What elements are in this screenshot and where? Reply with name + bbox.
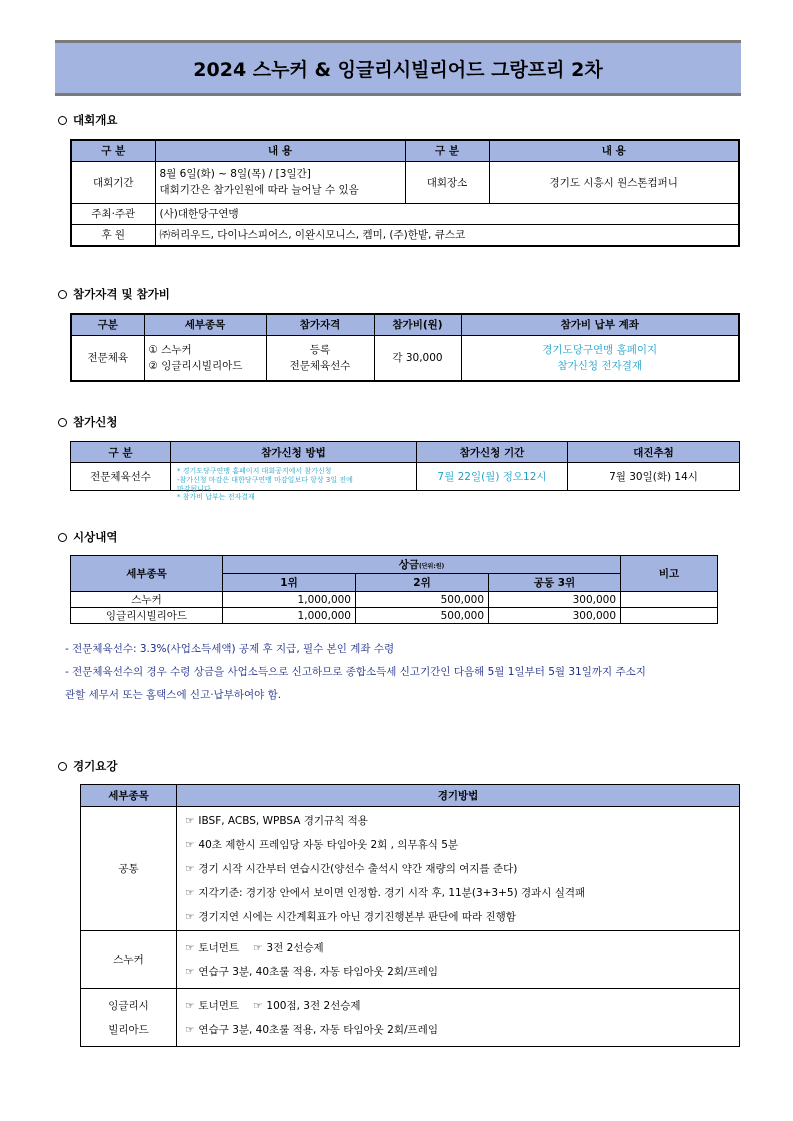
header-cell: 참가자격 [266,314,374,335]
header-cell: 구분 [71,314,144,335]
header-cell: 비고 [621,556,718,592]
rule-line [185,809,735,833]
rules-english-label [81,989,177,1047]
header-cell: 내 용 [155,140,405,161]
sponsor-label: 후 원 [71,224,155,246]
header-cell: 세부종목 [144,314,266,335]
rule-line [185,960,735,984]
rule-line [185,857,735,881]
rules-common-label: 공통 [81,807,177,931]
payment-link[interactable]: 경기도당구연맹 홈페이지 [542,343,658,356]
rules-snooker [177,931,740,989]
prize-notes [65,638,646,707]
note-line: 관할 세무서 또는 홈택스에 신고·납부하여야 함. [65,689,282,701]
pointing-hand-icon: ☞ [185,999,195,1012]
rule-text: 경기 시작 시간부터 연습시간(양선수 출석시 약간 재량의 여지를 준다) [198,862,518,875]
application-category: 전문체육선수 [71,463,171,491]
rule-line [185,905,735,929]
event-line: ② 잉글리시빌리아드 [148,359,243,372]
header-cell: 구 분 [71,140,155,161]
circle-bullet-icon [58,116,67,125]
header-cell: 참가신청 기간 [417,442,568,463]
pointing-hand-icon: ☞ [185,814,195,827]
section-heading-text: 경기요강 [73,759,118,773]
section-heading-text: 대회개요 [73,113,118,127]
header-cell: 대진추첨 [568,442,740,463]
pointing-hand-icon: ☞ [185,1023,195,1036]
eligibility-events [144,335,266,381]
period-value [155,161,405,203]
section-heading-text: 시상내역 [73,530,118,544]
application-table [70,441,740,502]
english-label-line: 잉글리시 [108,999,149,1012]
header-cell: 공동 3위 [489,574,621,592]
eligibility-category: 전문체육 [71,335,144,381]
table-row [71,592,718,608]
rule-text: 40초 제한시 프레임당 자동 타임아웃 2회 , 의무휴식 5분 [198,838,459,851]
host-value: (사)대한당구연맹 [155,203,739,224]
note-line: - 전문체육선수의 경우 수령 상금을 사업소득으로 신고하므로 종합소득세 신고기간인 다음해 5월 1일부터 5월 31일까지 주소지 [65,666,646,678]
payment-line: 참가신청 전자결재 [557,359,642,372]
page-title: 2024 스누커 & 잉글리시빌리어드 그랑프리 2차 [55,40,741,96]
table-row [71,608,718,624]
pointing-hand-icon: ☞ [185,886,195,899]
pointing-hand-icon: ☞ [185,910,195,923]
header-cell: 참가신청 방법 [171,442,417,463]
rules-common [177,807,740,931]
section-heading-eligibility [58,286,170,302]
prize-third: 300,000 [489,592,621,608]
header-prize-text: 상금 [398,559,419,571]
qual-line: 전문체육선수 [289,359,351,372]
header-cell: 구 분 [71,442,171,463]
prize-third: 300,000 [489,608,621,624]
prize-second: 500,000 [356,608,489,624]
section-heading-application [58,414,117,430]
rule-text: 경기지연 시에는 시간계획표가 아닌 경기진행본부 판단에 따라 진행함 [198,910,516,923]
application-method [171,463,417,502]
rule-text: 3전 2선승제 [266,941,324,954]
rule-line [185,833,735,857]
header-cell: 참가비(원) [374,314,461,335]
eligibility-table [70,313,740,382]
rule-text: 100점, 3전 2선승제 [266,999,361,1012]
prize-remark [621,592,718,608]
sponsor-value: ㈜허리우드, 다이나스피어스, 이완시모니스, 켐미, (주)한밭, 큐스코 [155,224,739,246]
rule-line [185,1018,735,1042]
header-prize [223,556,621,574]
rule-text: 지각기준: 경기장 안에서 보이면 인정함. 경기 시작 후, 11분(3+3+5) 경과시 실격패 [198,886,586,899]
rule-text: 연습구 3분, 40초룰 적용, 자동 타임아웃 2회/프레임 [198,965,438,978]
rules-english [177,989,740,1047]
header-cell: 세부종목 [81,785,177,807]
period-line1: 8월 6일(화) ~ 8일(목) / [3일간] [159,168,311,180]
prize-remark [621,608,718,624]
prize-second: 500,000 [356,592,489,608]
event-line: ① 스누커 [148,343,192,356]
pointing-hand-icon: ☞ [253,941,263,954]
note-line: - 전문체육선수: 3.3%(사업소득세액) 공제 후 지급, 필수 본인 계좌 수령 [65,643,395,655]
circle-bullet-icon [58,290,67,299]
header-unit-text: (단위:원) [419,563,445,570]
rule-text: IBSF, ACBS, WPBSA 경기규칙 적용 [198,814,368,827]
section-heading-prizes [58,529,117,545]
section-heading-text: 참가자격 및 참가비 [73,287,170,301]
header-cell: 내 용 [489,140,739,161]
header-cell: 1위 [223,574,356,592]
header-cell: 경기방법 [177,785,740,807]
rule-line [185,936,735,960]
eligibility-fee: 각 30,000 [374,335,461,381]
prize-first: 1,000,000 [223,608,356,624]
pointing-hand-icon: ☞ [185,941,195,954]
prize-event: 잉글리시빌리아드 [71,608,223,624]
pointing-hand-icon: ☞ [185,838,195,851]
method-line: 마감됩니다. [177,484,214,493]
method-line: * 경기도당구연맹 홈페이지 대회공지에서 참가신청 [177,467,332,475]
rules-table [80,784,740,1047]
pointing-hand-icon: ☞ [185,965,195,978]
overview-table [70,139,740,247]
circle-bullet-icon [58,533,67,542]
rule-line [185,881,735,905]
section-heading-rules [58,758,117,774]
qual-line: 등록 [309,343,331,356]
period-line2: 대회기간은 참가인원에 따라 늘어날 수 있음 [159,184,359,196]
rule-text: 토너먼트 [198,941,239,954]
host-label: 주최·주관 [71,203,155,224]
english-label-line: 빌리아드 [108,1023,149,1036]
circle-bullet-icon [58,418,67,427]
section-heading-text: 참가신청 [73,415,118,429]
header-cell: 구 분 [405,140,489,161]
prize-first: 1,000,000 [223,592,356,608]
eligibility-payment [461,335,739,381]
rules-snooker-label: 스누커 [81,931,177,989]
section-heading-overview [58,112,117,128]
application-draw: 7월 30일(화) 14시 [568,463,740,491]
prize-event: 스누커 [71,592,223,608]
rule-text: 토너먼트 [198,999,239,1012]
method-line: -참가신청 마감은 대한당구연맹 마감일보다 항상 3일 전에 [177,475,353,484]
period-label: 대회기간 [71,161,155,203]
circle-bullet-icon [58,762,67,771]
eligibility-qualification [266,335,374,381]
rule-text: 연습구 3분, 40초룰 적용, 자동 타임아웃 2회/프레임 [198,1023,438,1036]
header-cell: 참가비 납부 계좌 [461,314,739,335]
pointing-hand-icon: ☞ [253,999,263,1012]
venue-value: 경기도 시흥시 원스톤컴퍼니 [489,161,739,203]
header-cell: 세부종목 [71,556,223,592]
rule-line [185,994,735,1018]
prizes-table [70,555,718,624]
pointing-hand-icon: ☞ [185,862,195,875]
method-line: * 참가비 납부는 전자결재 [177,493,255,502]
header-cell: 2위 [356,574,489,592]
venue-label: 대회장소 [405,161,489,203]
application-period: 7월 22일(월) 정오12시 [417,463,568,491]
